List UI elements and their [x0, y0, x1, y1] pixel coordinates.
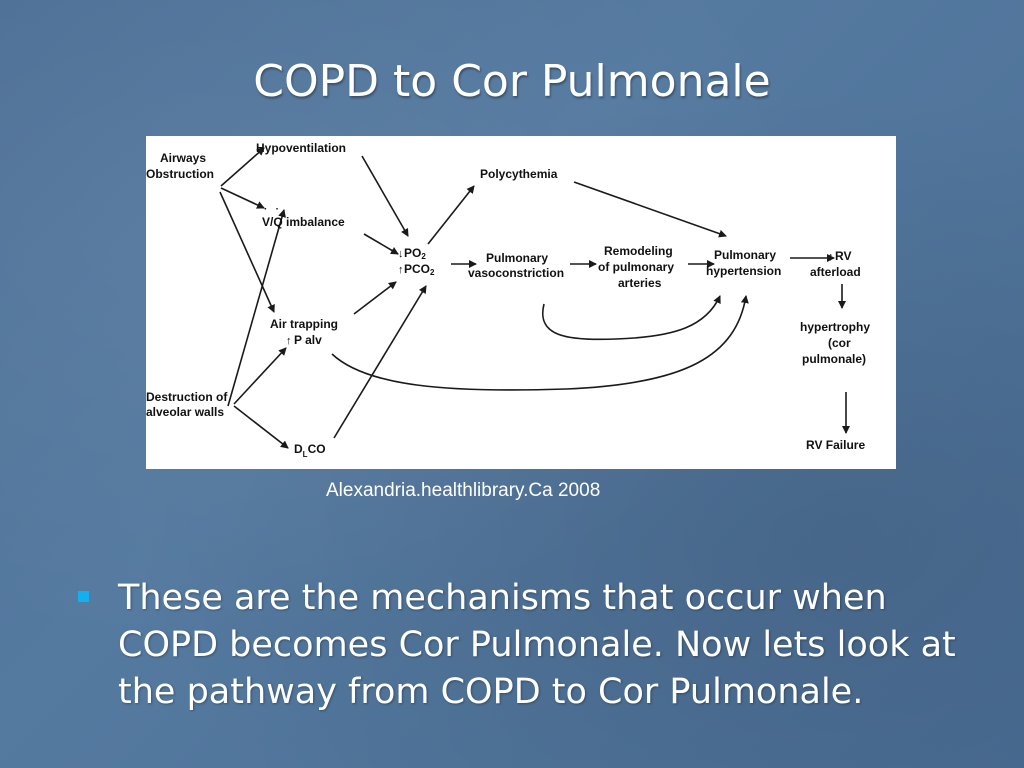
node-hypoventilation: Hypoventilation — [256, 141, 347, 155]
arrow-up-glyph: ↑ — [398, 264, 404, 276]
bullet-square-icon — [78, 591, 89, 602]
pathophysiology-diagram — [146, 136, 896, 469]
arrow-airtrapping-curve — [332, 296, 746, 390]
node-pulmonary-hypertension: Pulmonary hypertension — [706, 248, 782, 278]
diagram-arrows — [220, 148, 846, 448]
arrow-gases-to-polycythemia — [428, 186, 474, 244]
node-airways-obstruction: Airways Obstruction — [146, 151, 214, 181]
svg-text:Air trapping P alv: Air trapping P alv — [270, 317, 338, 347]
arrow-up-glyph: ↑ — [828, 251, 834, 263]
node-vq-imbalance — [262, 204, 345, 229]
node-hypertrophy: hypertrophy (cor pulmonale) — [800, 320, 871, 366]
svg-text:V/Q imbalance: V/Q imbalance — [262, 215, 345, 229]
node-rv-afterload — [810, 249, 861, 279]
node-destruction-alveolar-walls: Destruction of alveolar walls — [146, 390, 228, 419]
arrow-obstruction-to-vq — [221, 188, 264, 208]
image-credit: Alexandria.healthlibrary.Ca 2008 — [326, 480, 601, 501]
diagram-svg — [146, 136, 896, 469]
node-pco2: PCO2 — [404, 262, 435, 277]
arrow-up-glyph: ↑ — [286, 335, 292, 347]
node-polycythemia: Polycythemia — [480, 167, 558, 181]
arrow-airtrapping-to-gases — [354, 282, 396, 314]
svg-text:RV afterload: RV afterload — [810, 249, 861, 279]
bullet-text: These are the mechanisms that occur when COPD becomes Cor Pulmonale. Now lets look at the pathway from COPD to Cor Pulmonale. — [118, 578, 956, 712]
arrow-destruction-to-dlco — [234, 406, 288, 448]
arrow-destruction-to-vq — [228, 210, 284, 406]
arrow-vasoconstriction-curve — [543, 296, 720, 339]
node-remodeling: Remodeling of pulmonary arteries — [598, 244, 675, 290]
arrow-vq-to-gases — [364, 234, 398, 254]
arrow-down-glyph: ↓ — [398, 248, 404, 260]
arrow-polycythemia-to-hypertension — [574, 182, 726, 236]
node-dlco: $D_LCO$ — [294, 442, 326, 459]
arrow-hypoventilation-to-gases — [362, 156, 408, 236]
node-blood-gases — [398, 246, 435, 277]
node-po2: PO2 — [404, 246, 426, 261]
vq-dot-marks: · · — [264, 204, 279, 215]
node-pulmonary-vasoconstriction: Pulmonary vasoconstriction — [468, 251, 565, 280]
arrow-dlco-to-gases — [334, 286, 426, 438]
slide-title: COPD to Cor Pulmonale — [253, 56, 771, 107]
node-rv-failure: RV Failure — [806, 438, 866, 452]
node-air-trapping — [270, 317, 341, 347]
